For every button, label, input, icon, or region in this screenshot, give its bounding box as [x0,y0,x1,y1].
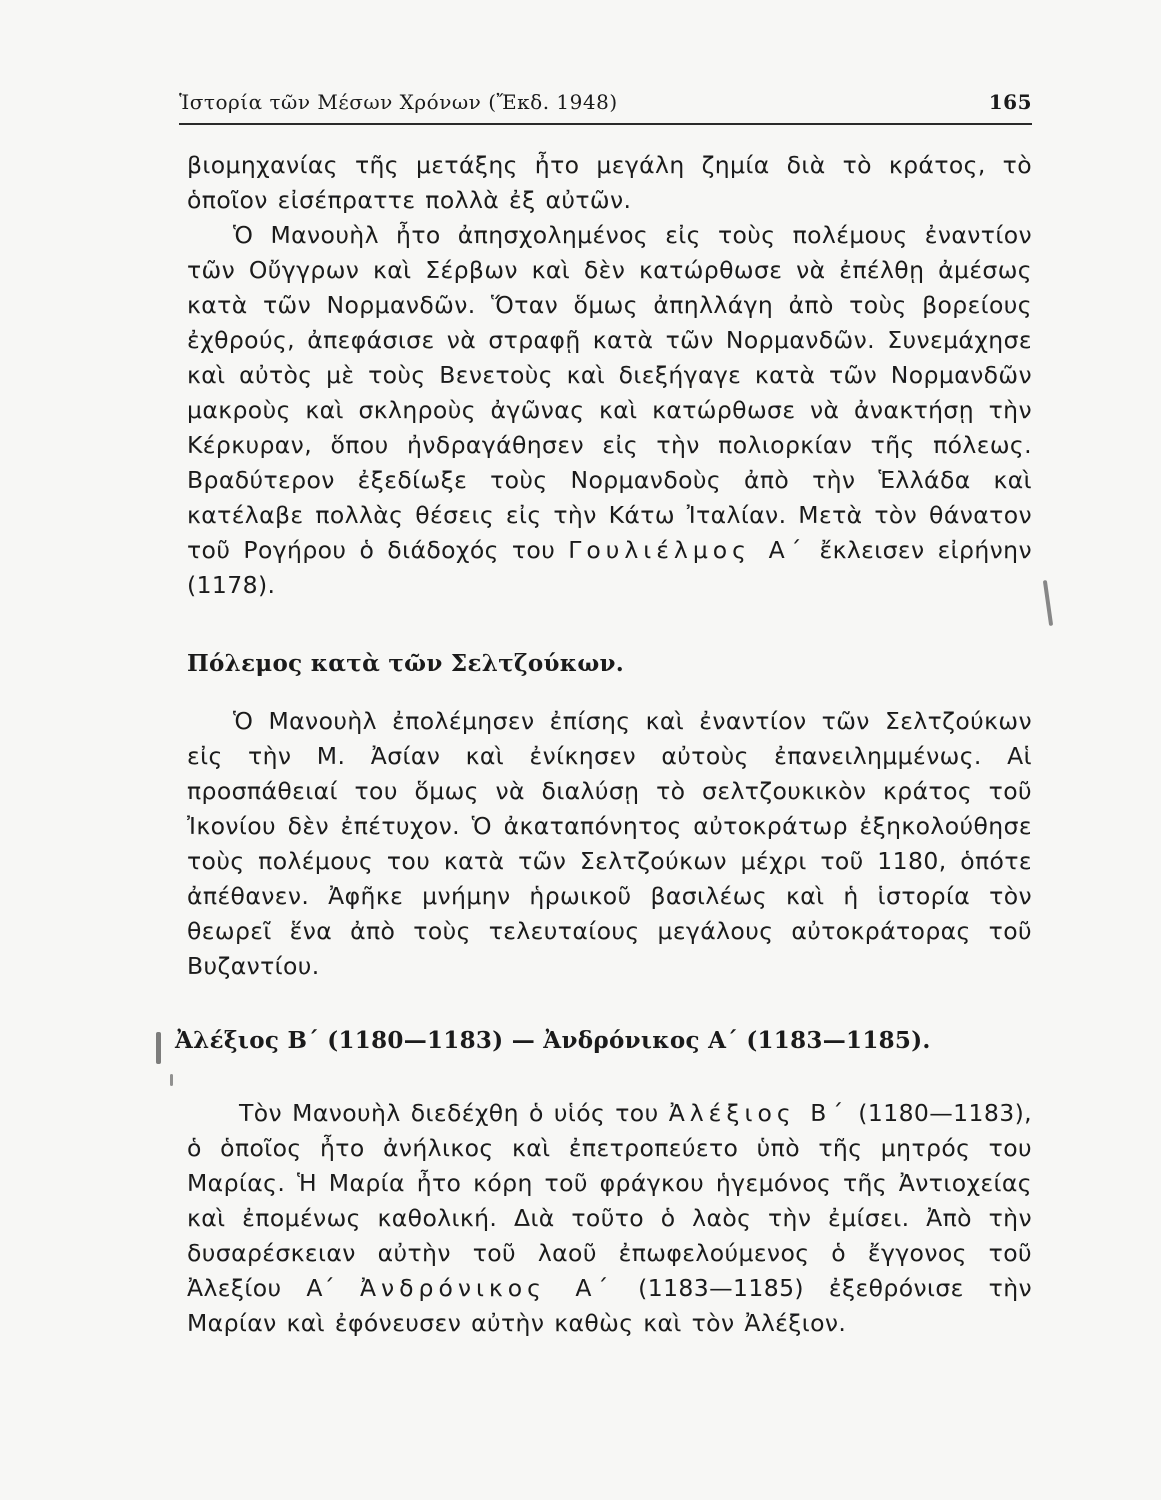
paragraph-text: Τὸν Μανουὴλ διεδέχθη ὁ υἱός του [239,1099,659,1127]
scan-mark [1043,580,1053,626]
scan-mark [170,1074,173,1086]
running-header [179,86,1032,122]
paragraph-manuel-normans [187,218,1032,603]
spaced-name-alexios: Ἀλέξιος Β΄ [668,1099,849,1127]
spaced-name-andronikos: Ἀνδρόνικος Α΄ [359,1274,614,1302]
spaced-name-gulielmos: Γουλιέλμος Α΄ [568,536,807,564]
running-header-title: Ἱστορία τῶν Μέσων Χρόνων (Ἔκδ. 1948) [179,90,618,114]
section-heading-seljuks: Πόλεμος κατὰ τῶν Σελτζούκων. [187,650,625,677]
paragraph-text: (1180—1183), ὁ ὁποῖος ἦτο ἀνήλικος καὶ ἐπετροπεύετο ὑπὸ τῆς μητρός του Μαρίας. Ἡ Μαρία ἦτο κόρη τοῦ φράγκου ἡγεμόνος τῆς Ἀντιοχείας καὶ ἐπομένως καθολική. Διὰ τοῦτο ὁ λαὸς τὴν ἐμίσει. Ἀπὸ τὴν δυσαρέσκειαν αὐτὴν τοῦ λαοῦ ἐπωφελούμενος ὁ ἔγγονος τοῦ Ἀλεξίου Α΄ [187,1099,1033,1302]
header-rule [179,123,1032,125]
paragraph-text: Ὁ Μανουὴλ ἦτο ἀπησχολημένος εἰς τοὺς πολέμους ἐναντίον τῶν Οὔγγρων καὶ Σέρβων καὶ δὲν κατώρθωσε νὰ ἐπέλθῃ ἀμέσως κατὰ τῶν Νορμανδῶν. Ὅταν ὅμως ἀπηλλάγη ἀπὸ τοὺς βορείους ἐχθρούς, ἀπεφάσισε νὰ στραφῇ κατὰ τῶν Νορμανδῶν. Συνεμάχησε καὶ αὐτὸς μὲ τοὺς Βενετοὺς καὶ διεξήγαγε κατὰ τῶν Νορμανδῶν μακροὺς καὶ σκληροὺς ἀγῶνας καὶ κατώρθωσε νὰ ἀνακτήσῃ τὴν Κέρκυραν, ὅπου ἠνδραγάθησεν εἰς τὴν πολιορκίαν τῆς πόλεως. Βραδύτερον ἐξεδίωξε τοὺς Νορμανδοὺς ἀπὸ τὴν Ἑλλάδα καὶ κατέλαβε πολλὰς θέσεις εἰς τὴν Κάτω Ἰταλίαν. Μετὰ τὸν θάνατον τοῦ Ρογήρου ὁ διάδοχός του [187,221,1032,564]
paragraph-alexios-andronikos [187,1096,1032,1341]
paragraph-text: (1183—1185) ἐξεθρόνισε τὴν Μαρίαν καὶ ἐφόνευσεν αὐτὴν καθὼς καὶ τὸν Ἀλέξιον. [187,1274,1033,1337]
scan-mark [156,1032,161,1064]
page-number: 165 [988,90,1032,114]
paragraph-line: βιομηχανίας τῆς μετάξης ἦτο μεγάλη ζημία διὰ τὸ κράτος, τὸ [187,151,1032,179]
paragraph-seljuks: Ὁ Μανουὴλ ἐπολέμησεν ἐπίσης καὶ ἐναντίον τῶν Σελτζούκων εἰς τὴν Μ. Ἀσίαν καὶ ἐνίκησεν αὐτοὺς ἐπανειλημμένως. Αἱ προσπάθειαί του ὅμως νὰ διαλύσῃ τὸ σελτζουκικὸν κράτος τοῦ Ἰκονίου δὲν ἐπέτυχον. Ὁ ἀκαταπόνητος αὐτοκράτωρ ἐξηκολούθησε τοὺς πολέμους του κατὰ τῶν Σελτζούκων μέχρι τοῦ 1180, ὁπότε ἀπέθανεν. Ἀφῆκε μνήμην ἡρωικοῦ βασιλέως καὶ ἡ ἱστορία τὸν θεωρεῖ ἕνα ἀπὸ τοὺς τελευταίους μεγάλους αὐτοκράτορας τοῦ Βυζαντίου. [187,707,1032,980]
section-heading-alexios-andronikos: Ἀλέξιος Β΄ (1180—1183) — Ἀνδρόνικος Α΄ (1183—1185). [175,1027,931,1054]
paragraph-text: ἔκλεισεν εἰρήνην (1178). [187,536,1032,599]
paragraph-line: ὁποῖον εἰσέπραττε πολλὰ ἐξ αὐτῶν. [187,186,632,214]
paragraph-continuation [187,148,1032,603]
